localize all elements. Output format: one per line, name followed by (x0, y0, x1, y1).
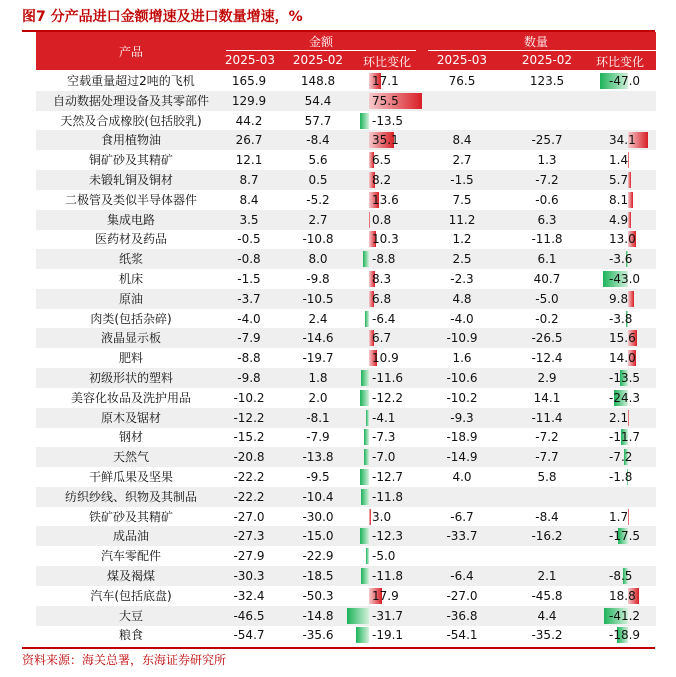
quantity-2025-02 (512, 487, 582, 507)
quantity-2025-03: -33.7 (446, 529, 478, 544)
quantity-2025-03: -2.3 (450, 272, 474, 286)
product-name: 成品油 (112, 529, 149, 544)
amount-2025-02: -15.0 (302, 529, 334, 544)
table-row (36, 130, 656, 150)
amount-2025-03: -46.5 (233, 608, 265, 623)
quantity-mom-value: 18.8 (609, 588, 636, 603)
amount-2025-02: 5.6 (308, 153, 328, 168)
table-row (36, 150, 656, 170)
amount-2025-03: -27.9 (233, 549, 265, 564)
quantity-2025-02: -7.7 (535, 450, 559, 465)
quantity-mom-bar (628, 410, 629, 426)
product-name: 机床 (118, 272, 143, 286)
amount-mom-bar (361, 370, 369, 386)
amount-2025-02: -22.9 (302, 549, 334, 564)
amount-mom-bar (361, 568, 369, 584)
table-row (36, 91, 656, 111)
quantity-mom-value: -8.5 (609, 569, 633, 583)
amount-mom-value: 35.1 (372, 133, 399, 148)
table-row (36, 447, 656, 467)
amount-2025-03: -0.8 (237, 252, 261, 267)
quantity-2025-03: 8.4 (452, 133, 472, 148)
amount-2025-02: 2.0 (308, 390, 328, 405)
quantity-2025-03: 11.2 (448, 212, 476, 227)
amount-group-underline (226, 50, 416, 51)
amount-2025-03: -30.3 (233, 569, 265, 583)
amount-2025-03: 3.5 (239, 212, 259, 227)
quantity-mom-value: 2.1 (609, 410, 629, 425)
table-row (36, 269, 656, 289)
quantity-2025-03: -10.6 (446, 371, 478, 385)
amount-2025-03: -0.5 (237, 232, 261, 247)
quantity-mom-value: -11.7 (609, 430, 641, 445)
product-name: 纺织纱线、织物及其制品 (64, 489, 197, 504)
quantity-2025-02: 4.4 (537, 608, 557, 623)
amount-mom-bar (364, 449, 369, 465)
quantity-2025-02: -11.8 (531, 232, 563, 247)
header-amount-group: 金额 (308, 35, 333, 49)
amount-mom-value: -31.7 (372, 608, 404, 623)
amount-2025-03: -22.2 (233, 489, 265, 504)
table-row (36, 170, 656, 190)
quantity-mom-bar (628, 192, 633, 208)
amount-mom-bar (366, 548, 370, 564)
quantity-2025-03: -18.9 (446, 430, 478, 445)
quantity-mom-value: -3.8 (609, 311, 633, 326)
quantity-2025-02: -16.2 (531, 529, 563, 544)
amount-2025-02: 0.5 (308, 173, 328, 187)
amount-2025-03: 165.9 (231, 74, 267, 88)
product-name: 未锻轧铜及铜材 (88, 173, 173, 187)
amount-mom-value: 8.2 (372, 173, 392, 187)
quantity-2025-02: 6.3 (537, 212, 557, 227)
quantity-mom-value: 9.8 (609, 291, 629, 306)
amount-mom-bar (360, 390, 369, 406)
quantity-2025-03: -6.7 (450, 509, 474, 524)
quantity-2025-03: -14.9 (446, 450, 478, 465)
amount-mom-value: 10.3 (372, 232, 399, 247)
amount-2025-03: -9.8 (237, 371, 261, 385)
amount-mom-value: -5.0 (372, 549, 396, 564)
product-name: 汽车(包括底盘) (90, 588, 172, 603)
amount-mom-value: -7.0 (372, 450, 396, 465)
quantity-2025-02: 2.9 (537, 371, 557, 385)
quantity-mom-bar (628, 291, 634, 307)
table-row (36, 586, 656, 606)
table-row (36, 388, 656, 408)
product-name: 钢材 (118, 430, 143, 445)
table-row (36, 546, 656, 566)
product-name: 原油 (118, 291, 143, 306)
amount-2025-02: 54.4 (304, 93, 332, 108)
product-name: 美容化妆品及洗护用品 (70, 390, 191, 405)
quantity-2025-03: 1.2 (452, 232, 472, 247)
amount-2025-02: 148.8 (300, 74, 336, 88)
product-name: 粮食 (118, 628, 143, 643)
amount-2025-02: -13.8 (302, 450, 334, 465)
table-row (36, 309, 656, 329)
quantity-mom-value: 4.9 (609, 212, 629, 227)
product-name: 铁矿砂及其精矿 (88, 509, 173, 524)
amount-2025-02: 2.4 (308, 311, 328, 326)
figure-title: 图7 分产品进口金额增速及进口数量增速，% (22, 9, 303, 25)
amount-2025-02: 1.8 (308, 371, 328, 385)
quantity-mom-bar (628, 172, 631, 188)
quantity-mom-value: -13.5 (609, 371, 641, 385)
product-name: 原木及锯材 (100, 410, 161, 425)
quantity-2025-02: 1.3 (537, 153, 557, 168)
amount-2025-03: -27.0 (233, 509, 265, 524)
product-name: 铜矿砂及其精矿 (88, 153, 173, 168)
table-row (36, 210, 656, 230)
amount-mom-value: -4.1 (372, 410, 396, 425)
amount-2025-02: -14.8 (302, 608, 334, 623)
quantity-mom-value: -24.3 (609, 390, 641, 405)
quantity-2025-03: -6.4 (450, 569, 474, 583)
quantity-2025-02: -0.2 (535, 311, 559, 326)
amount-mom-value: -12.3 (372, 529, 404, 544)
amount-mom-value: -6.4 (372, 311, 396, 326)
quantity-group-underline (428, 50, 656, 51)
product-name: 肉类(包括杂碎) (90, 311, 172, 326)
amount-mom-bar (360, 528, 369, 544)
amount-mom-value: 3.0 (372, 509, 392, 524)
header-quantity-2025-03: 2025-03 (436, 53, 488, 67)
amount-2025-03: 8.4 (239, 192, 259, 207)
amount-2025-03: -3.7 (237, 291, 261, 306)
quantity-2025-02: -0.6 (535, 192, 559, 207)
quantity-mom-value: -7.2 (609, 450, 633, 465)
product-name: 汽车零配件 (100, 549, 161, 564)
product-name: 液晶显示板 (100, 331, 161, 346)
amount-2025-03: -12.2 (233, 410, 265, 425)
table-row (36, 111, 656, 131)
product-name: 集成电路 (106, 212, 155, 227)
amount-2025-03: -32.4 (233, 588, 265, 603)
quantity-2025-02: 14.1 (533, 390, 561, 405)
amount-2025-02: -9.8 (306, 272, 330, 286)
quantity-mom-value: 1.4 (609, 153, 629, 168)
table-row (36, 249, 656, 269)
table-row (36, 71, 656, 91)
table-row (36, 229, 656, 249)
quantity-2025-03 (432, 487, 492, 507)
amount-2025-02: -19.7 (302, 351, 334, 366)
quantity-mom-value: -47.0 (609, 74, 641, 88)
amount-2025-02: 2.7 (308, 212, 328, 227)
amount-2025-03: -20.8 (233, 450, 265, 465)
amount-2025-02: 57.7 (304, 113, 332, 128)
amount-2025-02: -7.9 (306, 430, 330, 445)
quantity-2025-02: 6.1 (537, 252, 557, 267)
table-row (36, 625, 656, 645)
amount-mom-value: 17.1 (372, 74, 399, 88)
amount-2025-02: -5.2 (306, 192, 330, 207)
amount-mom-bar (363, 251, 369, 267)
amount-mom-value: 75.5 (372, 93, 399, 108)
amount-2025-03: 44.2 (235, 113, 263, 128)
amount-2025-02: -50.3 (302, 588, 334, 603)
header-amount-2025-02: 2025-02 (292, 53, 344, 67)
quantity-mom-value: 1.7 (609, 509, 629, 524)
product-name: 大豆 (118, 608, 143, 623)
quantity-mom-value: -3.6 (609, 252, 633, 267)
amount-2025-02: -10.8 (302, 232, 334, 247)
amount-2025-03: 26.7 (235, 133, 263, 148)
amount-2025-03: -8.8 (237, 351, 261, 366)
quantity-2025-03: -4.0 (450, 311, 474, 326)
product-name: 初级形状的塑料 (88, 371, 173, 385)
quantity-2025-02: -8.4 (535, 509, 559, 524)
amount-2025-02: -18.5 (302, 569, 334, 583)
amount-mom-value: 13.6 (372, 192, 399, 207)
quantity-mom-bar (628, 212, 631, 228)
quantity-2025-02: 40.7 (533, 272, 561, 286)
amount-2025-03: -27.3 (233, 529, 265, 544)
product-name: 天然气 (112, 450, 149, 465)
quantity-mom-value: -18.9 (609, 628, 641, 643)
amount-mom-value: -11.8 (372, 569, 404, 583)
table-row (36, 190, 656, 210)
amount-2025-02: -9.5 (306, 470, 330, 484)
amount-mom-value: 0.8 (372, 212, 392, 227)
product-name: 自动数据处理设备及其零部件 (52, 93, 209, 108)
amount-mom-bar (366, 410, 369, 426)
amount-mom-value: 8.3 (372, 272, 392, 286)
product-name: 纸浆 (118, 252, 143, 267)
amount-2025-02: -30.0 (302, 509, 334, 524)
quantity-2025-03: 4.8 (452, 291, 472, 306)
amount-2025-02: -8.1 (306, 410, 330, 425)
amount-mom-value: -11.8 (372, 489, 404, 504)
product-name: 煤及褐煤 (106, 569, 155, 583)
quantity-2025-02: -12.4 (531, 351, 563, 366)
quantity-2025-03 (432, 546, 492, 566)
quantity-2025-03: -36.8 (446, 608, 478, 623)
quantity-mom-value: -1.8 (609, 470, 633, 484)
quantity-mom-value: -17.5 (609, 529, 641, 544)
product-name: 肥料 (118, 351, 143, 366)
quantity-mom-value: 13.0 (609, 232, 636, 247)
bottom-rule (22, 647, 655, 649)
source-note: 资料来源：海关总署，东海证券研究所 (22, 653, 227, 667)
product-name: 二极管及类似半导体器件 (64, 192, 197, 207)
quantity-mom-bar (628, 152, 629, 168)
quantity-2025-03: -10.2 (446, 390, 478, 405)
header-quantity-2025-02: 2025-02 (521, 53, 573, 67)
amount-2025-03: -22.2 (233, 470, 265, 484)
product-name: 天然及合成橡胶(包括胶乳) (60, 113, 202, 128)
amount-2025-03: -4.0 (237, 311, 261, 326)
amount-mom-bar (360, 113, 369, 129)
quantity-2025-02: -45.8 (531, 588, 563, 603)
quantity-2025-03: -1.5 (450, 173, 474, 187)
quantity-2025-02: 5.8 (537, 470, 557, 484)
quantity-2025-03: 2.7 (452, 153, 472, 168)
quantity-mom-value: -43.0 (609, 272, 641, 286)
quantity-2025-02: 2.1 (537, 569, 557, 583)
amount-mom-value: -12.2 (372, 390, 404, 405)
quantity-2025-03: 4.0 (452, 470, 472, 484)
quantity-mom-value: 34.1 (609, 133, 636, 148)
table-row (36, 289, 656, 309)
amount-2025-02: 8.0 (308, 252, 328, 267)
amount-mom-value: 6.8 (372, 291, 392, 306)
table-row (36, 467, 656, 487)
amount-2025-03: -1.5 (237, 272, 261, 286)
quantity-2025-03 (432, 111, 492, 131)
header-quantity-mom: 环比变化 (595, 55, 644, 69)
table-row (36, 408, 656, 428)
table-header (36, 32, 656, 70)
quantity-mom-bar (628, 509, 629, 525)
product-name: 干鲜瓜果及坚果 (88, 470, 173, 484)
header-quantity-group: 数量 (523, 35, 548, 49)
quantity-2025-02 (512, 111, 582, 131)
quantity-2025-03: -54.1 (446, 628, 478, 643)
amount-mom-value: -8.8 (372, 252, 396, 267)
table-row (36, 606, 656, 626)
product-name: 食用植物油 (100, 133, 161, 148)
quantity-mom-value: 15.6 (609, 331, 636, 346)
amount-mom-value: 6.5 (372, 153, 392, 168)
table-row (36, 507, 656, 527)
amount-mom-value: -19.1 (372, 628, 404, 643)
table-row (36, 348, 656, 368)
amount-mom-bar (347, 608, 369, 624)
amount-2025-03: -54.7 (233, 628, 265, 643)
amount-2025-02: -8.4 (306, 133, 330, 148)
amount-mom-bar (365, 311, 369, 327)
quantity-2025-03: -27.0 (446, 588, 478, 603)
amount-mom-value: -12.7 (372, 470, 404, 484)
quantity-mom-value: 14.0 (609, 351, 636, 366)
amount-mom-bar (361, 489, 369, 505)
amount-mom-value: 6.7 (372, 331, 392, 346)
amount-mom-bar (369, 509, 371, 525)
table-row (36, 526, 656, 546)
quantity-2025-03: 2.5 (452, 252, 472, 267)
quantity-2025-02: -26.5 (531, 331, 563, 346)
amount-2025-02: -10.5 (302, 291, 334, 306)
amount-mom-value: 17.9 (372, 588, 399, 603)
table-row (36, 328, 656, 348)
header-amount-mom: 环比变化 (362, 55, 411, 69)
quantity-mom-value: 5.7 (609, 173, 629, 187)
quantity-mom-value: -41.2 (609, 608, 641, 623)
quantity-2025-03: 7.5 (452, 192, 472, 207)
quantity-2025-02: -35.2 (531, 628, 563, 643)
amount-mom-bar (364, 429, 369, 445)
header-amount-2025-03: 2025-03 (224, 53, 276, 67)
amount-2025-03: 129.9 (231, 93, 267, 108)
amount-mom-bar (369, 212, 370, 228)
quantity-mom-value: 8.1 (609, 192, 629, 207)
amount-mom-value: -11.6 (372, 371, 404, 385)
quantity-2025-02 (512, 546, 582, 566)
amount-mom-bar (356, 627, 369, 643)
table-row (36, 368, 656, 388)
amount-mom-value: 10.9 (372, 351, 399, 366)
amount-2025-03: -10.2 (233, 390, 265, 405)
quantity-2025-02: -25.7 (531, 133, 563, 148)
table-row (36, 427, 656, 447)
quantity-2025-03 (432, 91, 492, 111)
quantity-2025-02: -5.0 (535, 291, 559, 306)
header-product: 产品 (118, 45, 143, 59)
quantity-2025-02: -7.2 (535, 173, 559, 187)
amount-2025-02: -14.6 (302, 331, 334, 346)
quantity-2025-03: -10.9 (446, 331, 478, 346)
amount-mom-value: -13.5 (372, 113, 404, 128)
table-row (36, 487, 656, 507)
quantity-2025-03: -9.3 (450, 410, 474, 425)
quantity-2025-02 (512, 91, 582, 111)
amount-2025-03: 8.7 (239, 173, 259, 187)
quantity-2025-03: 1.6 (452, 351, 472, 366)
product-name: 空载重量超过2吨的飞机 (67, 74, 195, 88)
quantity-2025-02: 123.5 (529, 74, 565, 88)
amount-mom-value: -7.3 (372, 430, 396, 445)
quantity-2025-02: -11.4 (531, 410, 563, 425)
amount-2025-03: -7.9 (237, 331, 261, 346)
amount-2025-02: -35.6 (302, 628, 334, 643)
amount-2025-03: -15.2 (233, 430, 265, 445)
quantity-2025-03: 76.5 (448, 74, 476, 88)
product-name: 医药材及药品 (94, 232, 167, 247)
amount-mom-bar (360, 469, 369, 485)
quantity-2025-02: -7.2 (535, 430, 559, 445)
amount-2025-03: 12.1 (235, 153, 263, 168)
table-row (36, 566, 656, 586)
amount-2025-02: -10.4 (302, 489, 334, 504)
